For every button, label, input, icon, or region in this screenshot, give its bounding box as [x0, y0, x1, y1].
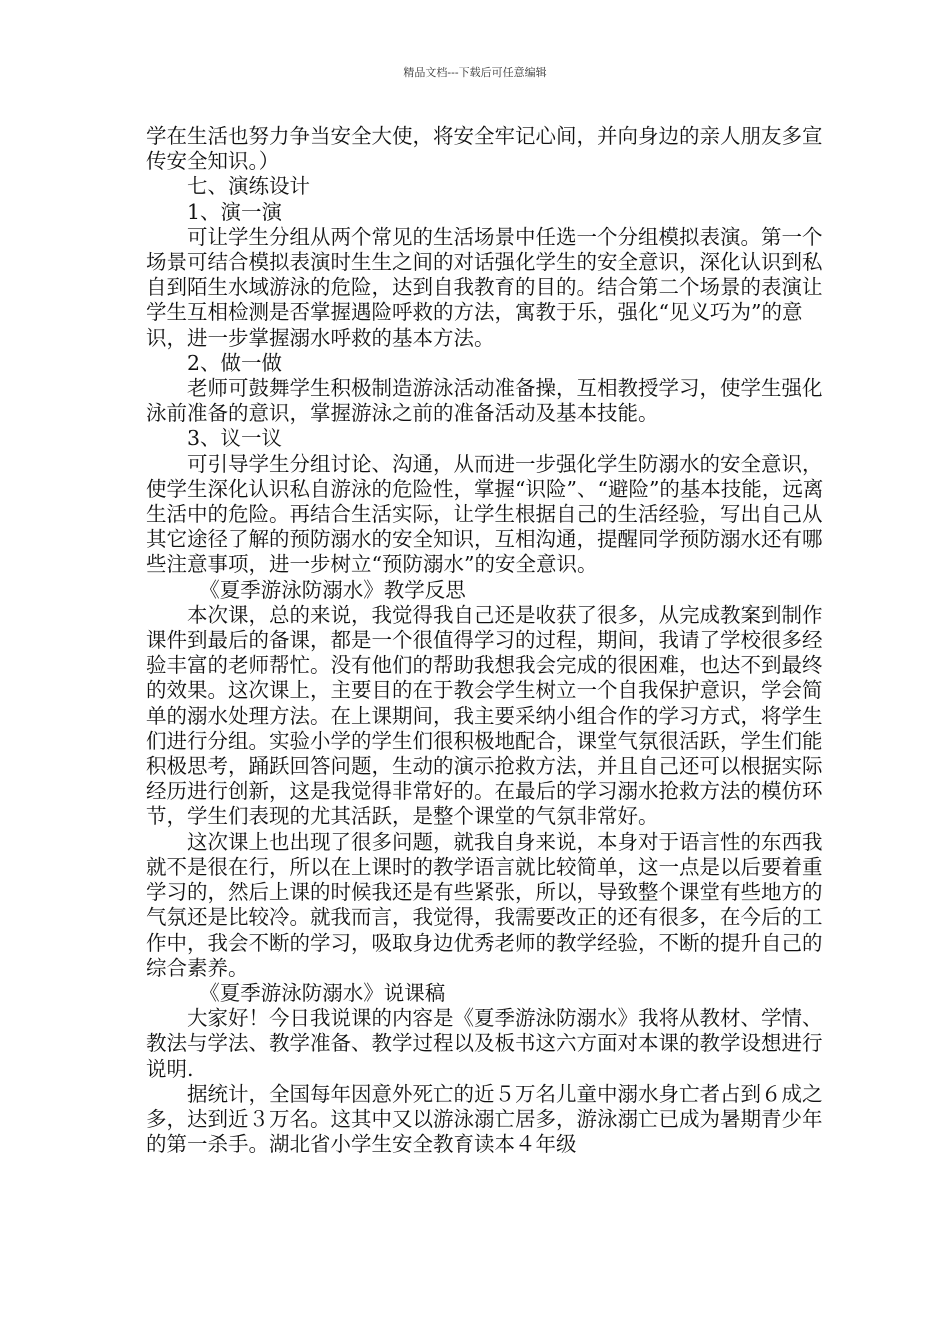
paragraph: 大家好！今日我说课的内容是《夏季游泳防溺水》我将从教材、学情、教法与学法、教学准备、教学过程以及板书这六方面对本课的教学设想进行说明. [146, 1006, 823, 1081]
paragraph: 这次课上也出现了很多问题，就我自身来说，本身对于语言性的东西我就不是很在行，所以在上课时的教学语言就比较简单，这一点是以后要着重学习的，然后上课的时候我还是有些紧张，所以，导致整个课堂有些地方的气氛还是比较冷。就我而言，我觉得，我需要改正的还有很多，在今后的工作中，我会不断的学习，吸取身边优秀老师的教学经验，不断的提升自己的综合素养。 [146, 829, 823, 980]
section-title-lesson-talk: 《夏季游泳防溺水》说课稿 [199, 980, 446, 1005]
page-header: 精品文档---下载后可任意编辑 [403, 66, 547, 79]
subheading-act-it-out: 1、演一演 [187, 199, 283, 224]
document-body [146, 124, 828, 1157]
subheading-discuss-it: 3、议一议 [187, 426, 283, 451]
paragraph: 据统计，全国每年因意外死亡的近５万名儿童中溺水身亡者占到６成之多，达到近３万名。这其中又以游泳溺亡居多，游泳溺亡已成为暑期青少年的第一杀手。湖北省小学生安全教育读本４年级 [146, 1081, 823, 1157]
section-title-teaching-reflection: 《夏季游泳防溺水》教学反思 [199, 577, 466, 602]
paragraph: 可让学生分组从两个常见的生活场景中任选一个分组模拟表演。第一个场景可结合模拟表演时生生之间的对话强化学生的安全意识，深化认识到私自到陌生水域游泳的危险，达到自我教育的目的。结合第二个场景的表演让学生互相检测是否掌握遇险呼救的方法，寓教于乐，强化“见义巧为”的意识，进一步掌握溺水呼救的基本方法。 [146, 224, 823, 350]
paragraph: 本次课，总的来说，我觉得我自己还是收获了很多，从完成教案到制作课件到最后的备课，都是一个很值得学习的过程，期间，我请了学校很多经验丰富的老师帮忙。没有他们的帮助我想我会完成的很困难，也达不到最终的效果。这次课上，主要目的在于教会学生树立一个自我保护意识，学会简单的溺水处理方法。在上课期间，我主要采纳小组合作的学习方式，将学生们进行分组。实验小学的学生们很积极地配合，课堂气氛很活跃，学生们能积极思考，踊跃回答问题，生动的演示抢救方法，并且自己还可以根据实际经历进行创新，这是我觉得非常好的。在最后的学习溺水抢救方法的模仿环节，学生们表现的尤其活跃，是整个课堂的气氛非常好。 [146, 602, 823, 829]
paragraph: 可引导学生分组讨论、沟通，从而进一步强化学生防溺水的安全意识，使学生深化认识私自游泳的危险性，掌握“识险”、“避险”的基本技能，远离生活中的危险。再结合生活实际，让学生根据自己的生活经验，写出自己从其它途径了解的预防溺水的安全知识，互相沟通，提醒同学预防溺水还有哪些注意事项，进一步树立“预防溺水”的安全意识。 [146, 451, 824, 577]
section-heading-drill-design: 七、演练设计 [187, 174, 310, 199]
paragraph: 学在生活也努力争当安全大使，将安全牢记心间，并向身边的亲人朋友多宣传安全知识。） [146, 124, 823, 174]
paragraph: 老师可鼓舞学生积极制造游泳活动准备操，互相教授学习，使学生强化泳前准备的意识，掌握游泳之前的准备活动及基本技能。 [146, 376, 823, 426]
subheading-do-it: 2、做一做 [187, 350, 283, 375]
